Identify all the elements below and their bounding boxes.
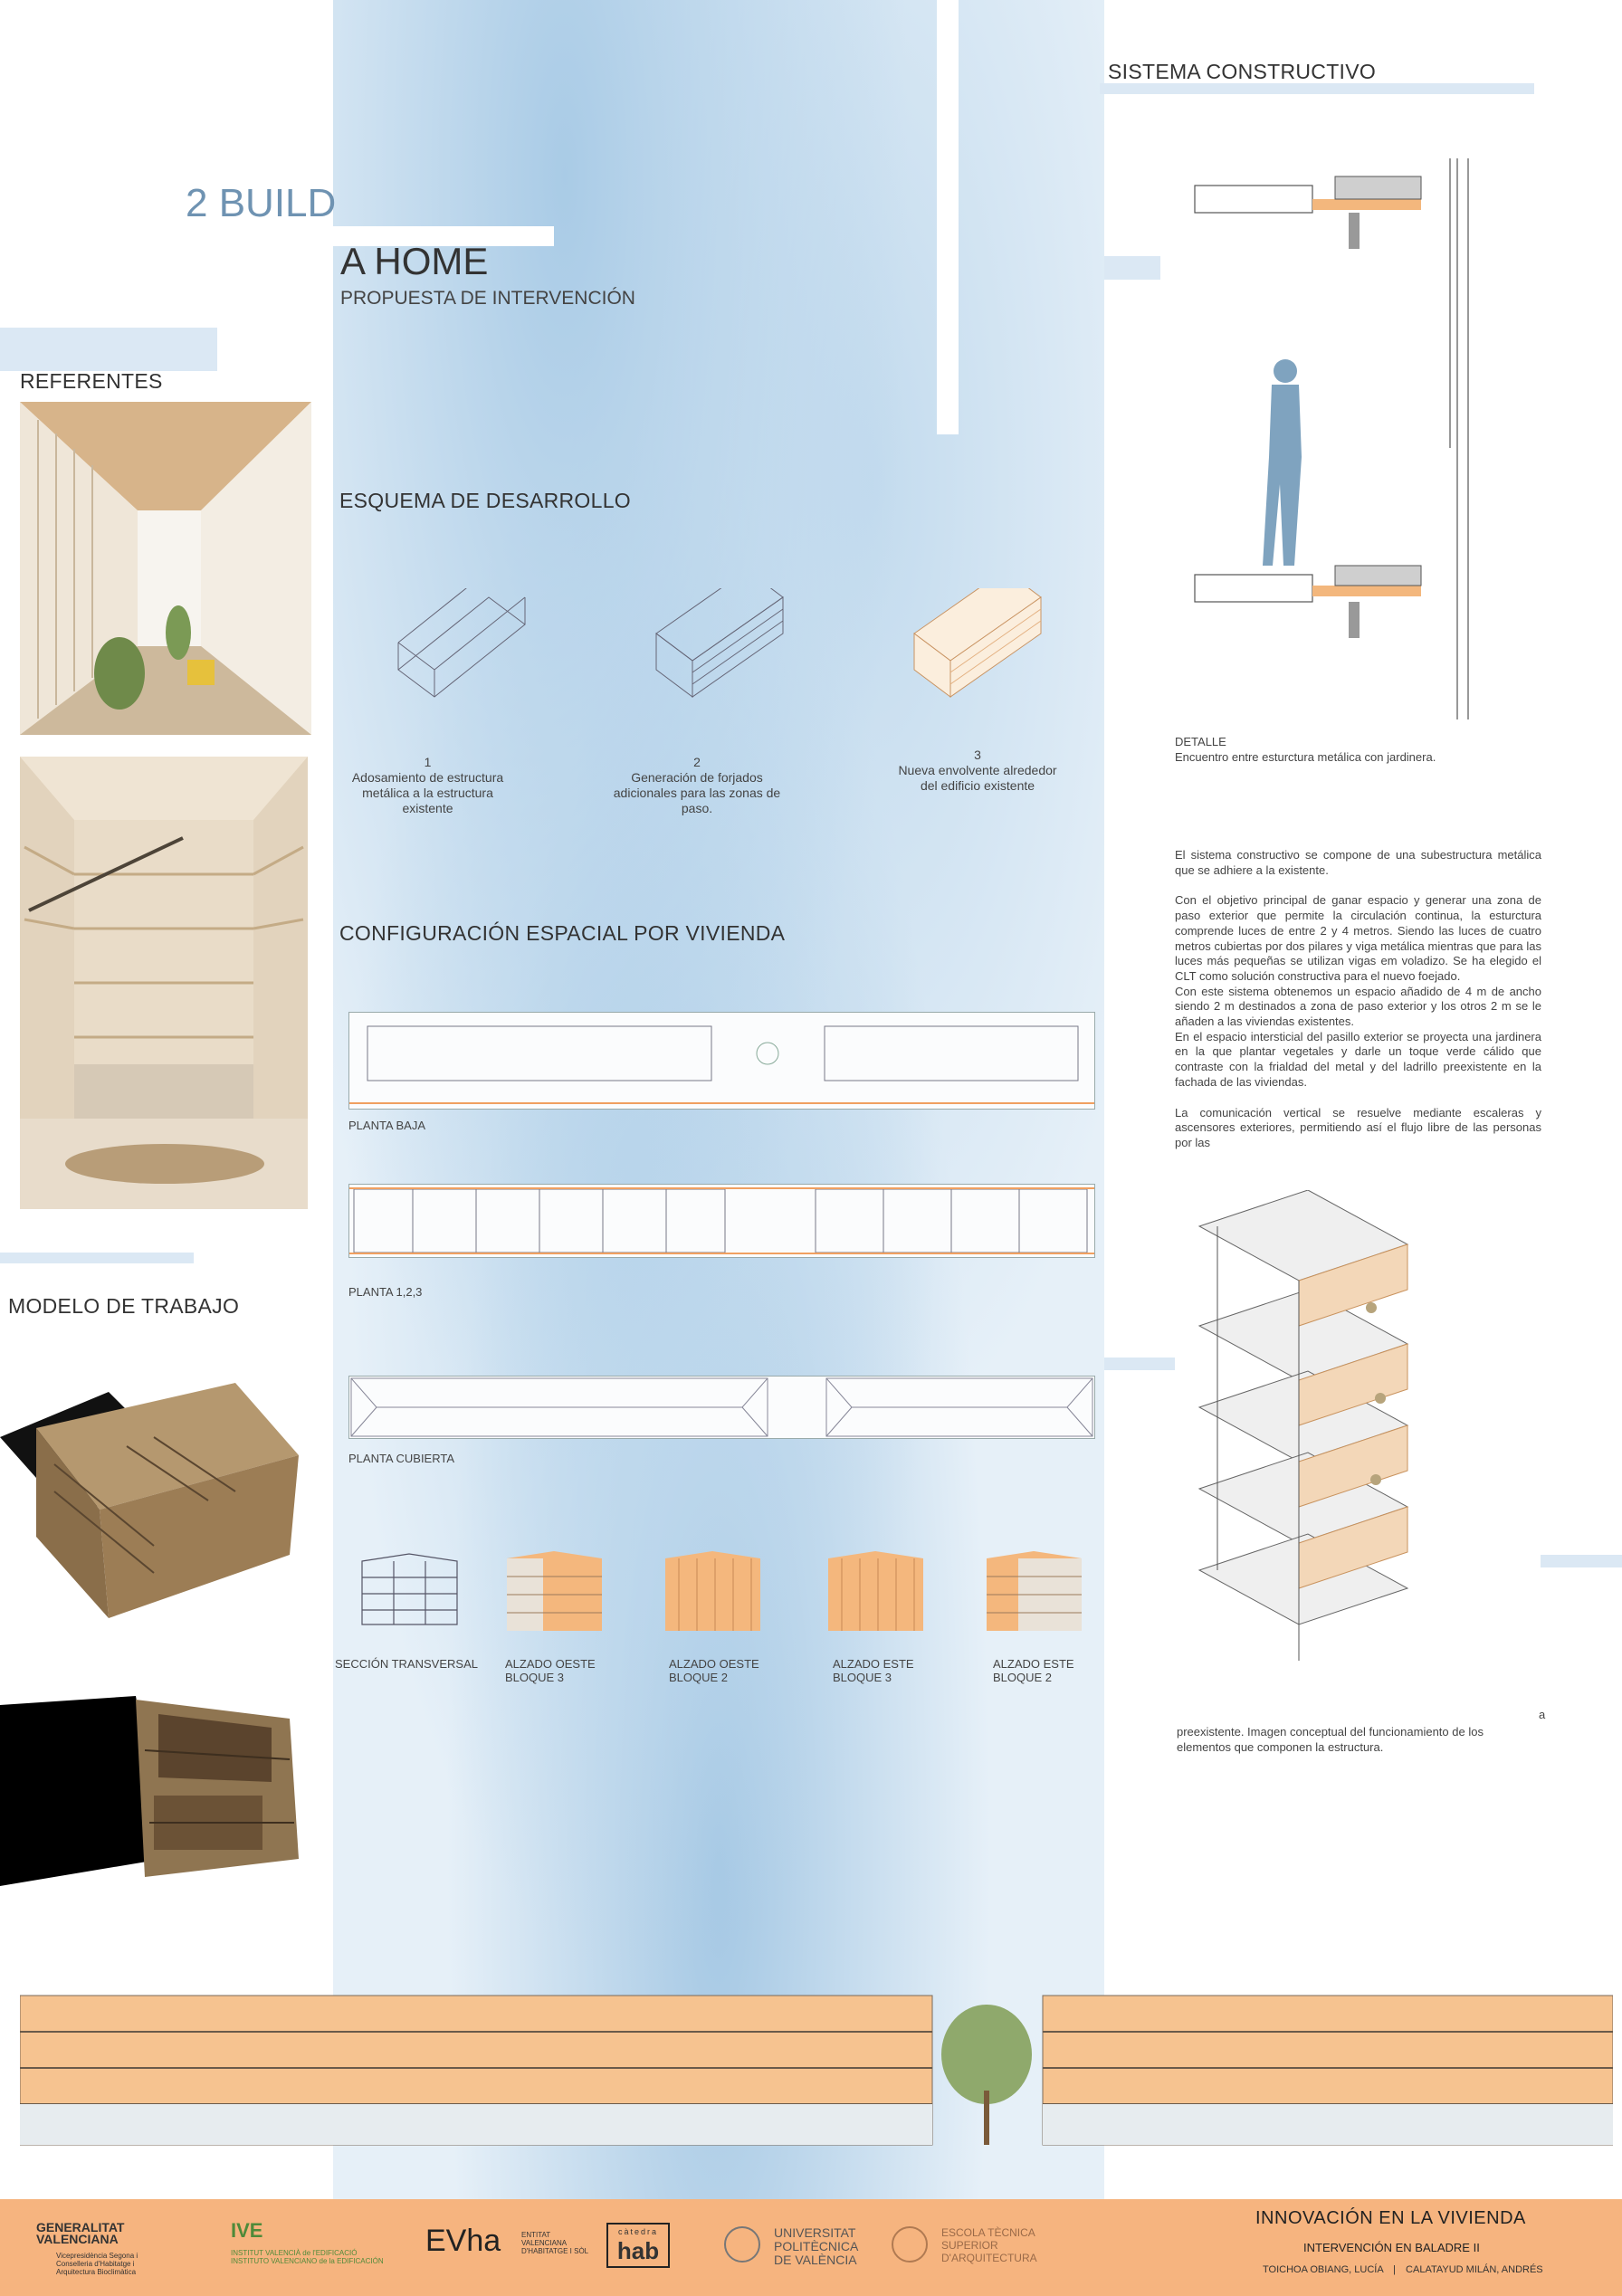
orphan-fragment: a [1539, 1708, 1546, 1721]
author-2: CALATAYUD MILÁN, ANDRÉS [1406, 2264, 1543, 2275]
elevation-label: ALZADO OESTE BLOQUE 2 [669, 1657, 759, 1684]
poster-title-number: 2 BUILD [186, 181, 337, 225]
sistema-paragraph: La comunicación vertical se resuelve mediante escaleras y ascensores exteriores, permitiendo así el flujo libre de las personas por las [1175, 1105, 1541, 1149]
sistema-paragraph: En el espacio intersticial del pasillo exterior se proyecta una jardinera en la que plantar vegetales y darle un toque verde cálido que contraste con la frialdad del metal y del ladrillo preexistente en la fachada de las viviendas. [1175, 1029, 1541, 1089]
section-sistema: SISTEMA CONSTRUCTIVO [1108, 60, 1377, 83]
constructive-detail-drawing [1186, 158, 1521, 719]
elevation-label: SECCIÓN TRANSVERSAL [335, 1657, 478, 1671]
section-referentes: REFERENTES [20, 369, 163, 393]
white-divider [937, 0, 959, 434]
axonometric-caption: preexistente. Imagen conceptual del funcionamiento de los elementos que componen la estructura. [1177, 1725, 1484, 1754]
deco-bar [1104, 256, 1160, 280]
plan-planta-baja [348, 1012, 1095, 1110]
sistema-paragraph: Con este sistema obtenemos un espacio añadido de 4 m de ancho siendo 2 m destinados a zona de paso exterior y los otros 2 m se le añaden a las viviendas existentes. [1175, 984, 1541, 1029]
logo-ive-sub: INSTITUT VALENCIÀ de l'EDIFICACIÓ INSTITUTO VALENCIANO de la EDIFICACIÓN [231, 2249, 384, 2265]
logo-ive: IVE [231, 2219, 263, 2242]
logo-catedra-hab: càtedra hab [606, 2223, 670, 2268]
deco-bar [1100, 83, 1534, 94]
footer-title: INNOVACIÓN EN LA VIVIENDA [1255, 2208, 1526, 2228]
deco-bar [1104, 1358, 1175, 1370]
constructive-axonometric [1190, 1190, 1543, 1697]
elevation-label: ALZADO ESTE BLOQUE 2 [993, 1657, 1074, 1684]
step-number: 1 [424, 755, 432, 769]
footer-subtitle: INTERVENCIÓN EN BALADRE II [1303, 2241, 1480, 2254]
facade-elevation [20, 1982, 1613, 2158]
section-configuracion: CONFIGURACIÓN ESPACIAL POR VIVIENDA [339, 921, 786, 945]
detalle-caption [1175, 735, 1519, 765]
reference-photo-corridor [20, 402, 311, 735]
logo-gva-sub: Vicepresidència Segona i Conselleria d'Habitatge i Arquitectura Bioclimàtica [56, 2252, 138, 2276]
poster-subtitle: PROPUESTA DE INTERVENCIÓN [340, 288, 635, 309]
elevation-label: ALZADO ESTE BLOQUE 3 [833, 1657, 914, 1684]
esquema-caption-1 [344, 755, 511, 816]
poster-title: A HOME [340, 240, 489, 282]
sistema-text-block [1175, 848, 1541, 1151]
deco-bar [0, 1253, 194, 1263]
plan-label: PLANTA 1,2,3 [348, 1285, 423, 1299]
elevation-oeste-b2 [665, 1549, 760, 1631]
step-text: Adosamiento de estructura metálica a la estructura existente [351, 770, 504, 815]
step-number: 3 [974, 748, 981, 762]
footer-authors [1263, 2264, 1543, 2275]
esquema-diagram-1 [389, 588, 534, 706]
logo-gva: GENERALITAT VALENCIANA [36, 2220, 125, 2246]
model-photo-2 [0, 1696, 303, 1913]
logo-evha: EVha [425, 2224, 501, 2258]
deco-bar [1541, 1555, 1622, 1567]
deco-bar [0, 328, 217, 371]
logo-upv: UNIVERSITAT POLITÈCNICA DE VALÈNCIA [774, 2225, 858, 2267]
elevation-este-b3 [828, 1549, 923, 1631]
esquema-caption-2 [611, 755, 783, 816]
logo-etsa: ESCOLA TÈCNICA SUPERIOR D'ARQUITECTURA [941, 2226, 1037, 2264]
plan-label: PLANTA CUBIERTA [348, 1452, 455, 1465]
section-esquema: ESQUEMA DE DESARROLLO [339, 489, 631, 512]
elevation-oeste-b3 [507, 1549, 602, 1631]
detalle-text: Encuentro entre esturctura metálica con jardinera. [1175, 749, 1436, 764]
detalle-title: DETALLE [1175, 735, 1226, 748]
esquema-diagram-3 [905, 588, 1050, 706]
step-text: Nueva envolvente alrededor del edificio existente [898, 763, 1057, 793]
plan-planta-123 [348, 1184, 1095, 1258]
upv-seal-icon [724, 2226, 760, 2263]
author-1: TOICHOA OBIANG, LUCÍA [1263, 2264, 1384, 2275]
section-modelo: MODELO DE TRABAJO [8, 1294, 240, 1318]
plan-planta-cubierta [348, 1376, 1095, 1439]
sistema-paragraph: Con el objetivo principal de ganar espacio y generar una zona de paso exterior que permite la circulación continua, la esturctura comprende luces de entre 2 y 4 metros. Siendo las luces de cuatro metros cubiertas por dos pilares y viga metálica mientras que para las luces más pequeñas se utilizan vigas em voladizo. Se ha elegido el CLT como solución constructiva para el nuevo foejado. [1175, 893, 1541, 983]
author-separator: | [1393, 2264, 1396, 2275]
plan-label: PLANTA BAJA [348, 1119, 426, 1132]
reference-photo-courtyard [20, 757, 308, 1209]
etsa-seal-icon [892, 2226, 928, 2263]
esquema-caption-3 [892, 748, 1064, 794]
elevation-label: ALZADO OESTE BLOQUE 3 [505, 1657, 596, 1684]
logo-evha-sub: ENTITAT VALENCIANA D'HABITATGE I SÒL [521, 2231, 589, 2255]
step-number: 2 [693, 755, 701, 769]
model-photo-1 [0, 1356, 303, 1618]
elevation-seccion [358, 1552, 462, 1629]
esquema-diagram-2 [647, 588, 792, 706]
step-text: Generación de forjados adicionales para las zonas de paso. [613, 770, 781, 815]
elevation-este-b2 [987, 1549, 1082, 1631]
sistema-paragraph: El sistema constructivo se compone de una subestructura metálica que se adhiere a la existente. [1175, 848, 1541, 877]
